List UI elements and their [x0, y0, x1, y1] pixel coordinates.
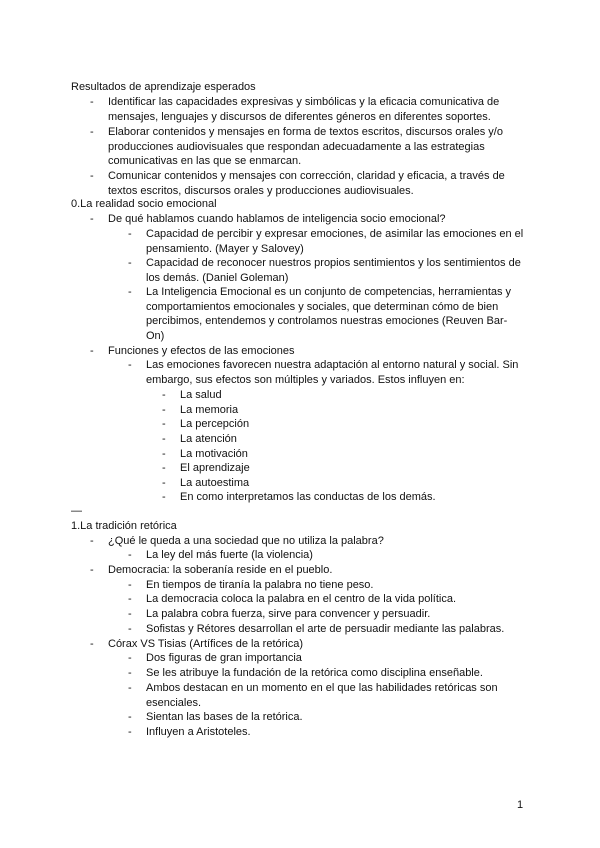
topic-item: Córax VS Tisias (Artífices de la retórica) [108, 638, 304, 650]
bullet-dash: - [128, 608, 132, 620]
section-0-subheading: Funciones y efectos de las emociones [108, 345, 295, 357]
emotions-description: Las emociones favorecen nuestra adaptación al entorno natural y social. Sin embargo, sus efectos son múltiples y variados. Estos influyen en: [146, 359, 519, 386]
section-0-question: De qué hablamos cuando hablamos de inteligencia socio emocional? [108, 213, 446, 225]
subtopic-item: Dos figuras de gran importancia [146, 652, 302, 664]
section-0-heading: 0.La realidad socio emocional [71, 198, 217, 210]
section-1-heading: 1.La tradición retórica [71, 520, 177, 532]
learning-outcomes-heading: Resultados de aprendizaje esperados [71, 81, 256, 93]
subtopic-item: La ley del más fuerte (la violencia) [146, 549, 313, 561]
section-separator: — [71, 505, 82, 517]
definition-item: Capacidad de reconocer nuestros propios sentimientos y los sentimientos de los demás. (Daniel Goleman) [146, 257, 521, 284]
bullet-dash: - [128, 682, 132, 694]
bullet-dash: - [128, 667, 132, 679]
bullet-dash: - [90, 213, 94, 225]
bullet-dash: - [90, 564, 94, 576]
bullet-dash: - [128, 726, 132, 738]
bullet-dash: - [128, 623, 132, 635]
topic-item: Democracia: la soberanía reside en el pueblo. [108, 564, 333, 576]
definition-item: Capacidad de percibir y expresar emociones, de asimilar las emociones en el pensamiento. (Mayer y Salovey) [146, 228, 524, 255]
subtopic-item: La palabra cobra fuerza, sirve para convencer y persuadir. [146, 608, 431, 620]
subtopic-item: La democracia coloca la palabra en el centro de la vida política. [146, 593, 457, 605]
bullet-dash: - [162, 433, 166, 445]
effect-item: La memoria [180, 404, 239, 416]
effect-item: La atención [180, 433, 237, 445]
bullet-dash: - [128, 579, 132, 591]
definition-item: La Inteligencia Emocional es un conjunto de competencias, herramientas y comportamientos emocionales y sociales, que determinan cómo de bien percibimos, entendemos y controlamos nuestras emociones (Reuven Bar-On) [146, 286, 512, 343]
learning-outcome-item: Identificar las capacidades expresivas y simbólicas y la eficacia comunicativa de mensajes, lenguajes y discursos de diferentes géneros en diferentes soportes. [108, 96, 500, 123]
subtopic-item: Se les atribuye la fundación de la retórica como disciplina enseñable. [146, 667, 483, 679]
effect-item: La salud [180, 389, 222, 401]
bullet-dash: - [162, 448, 166, 460]
bullet-dash: - [128, 652, 132, 664]
bullet-dash: - [90, 96, 94, 108]
bullet-dash: - [162, 462, 166, 474]
bullet-dash: - [90, 345, 94, 357]
subtopic-item: En tiempos de tiranía la palabra no tiene peso. [146, 579, 374, 591]
bullet-dash: - [128, 257, 132, 269]
subtopic-item: Ambos destacan en un momento en el que las habilidades retóricas son esenciales. [146, 682, 498, 709]
bullet-dash: - [90, 170, 94, 182]
effect-item: La motivación [180, 448, 248, 460]
topic-item: ¿Qué le queda a una sociedad que no utiliza la palabra? [108, 535, 384, 547]
bullet-dash: - [128, 286, 132, 298]
learning-outcome-item: Elaborar contenidos y mensajes en forma de textos escritos, discursos orales y/o producciones audiovisuales que respondan adecuadamente a las estrategias comunicativas en las que se enmarcan. [108, 126, 503, 168]
bullet-dash: - [162, 389, 166, 401]
bullet-dash: - [162, 418, 166, 430]
bullet-dash: - [90, 638, 94, 650]
effect-item: El aprendizaje [180, 462, 250, 474]
bullet-dash: - [128, 228, 132, 240]
bullet-dash: - [162, 477, 166, 489]
bullet-dash: - [128, 593, 132, 605]
subtopic-item: Sofistas y Rétores desarrollan el arte de persuadir mediante las palabras. [146, 623, 505, 635]
subtopic-item: Influyen a Aristoteles. [146, 726, 251, 738]
bullet-dash: - [162, 404, 166, 416]
bullet-dash: - [128, 711, 132, 723]
bullet-dash: - [128, 549, 132, 561]
learning-outcome-item: Comunicar contenidos y mensajes con corrección, claridad y eficacia, a través de textos escritos, discursos orales y producciones audiovisuales. [108, 170, 505, 197]
bullet-dash: - [128, 359, 132, 371]
bullet-dash: - [90, 126, 94, 138]
effect-item: En como interpretamos las conductas de los demás. [180, 491, 436, 503]
bullet-dash: - [162, 491, 166, 503]
page-number: 1 [517, 799, 524, 811]
effect-item: La percepción [180, 418, 250, 430]
bullet-dash: - [90, 535, 94, 547]
subtopic-item: Sientan las bases de la retórica. [146, 711, 303, 723]
effect-item: La autoestima [180, 477, 250, 489]
